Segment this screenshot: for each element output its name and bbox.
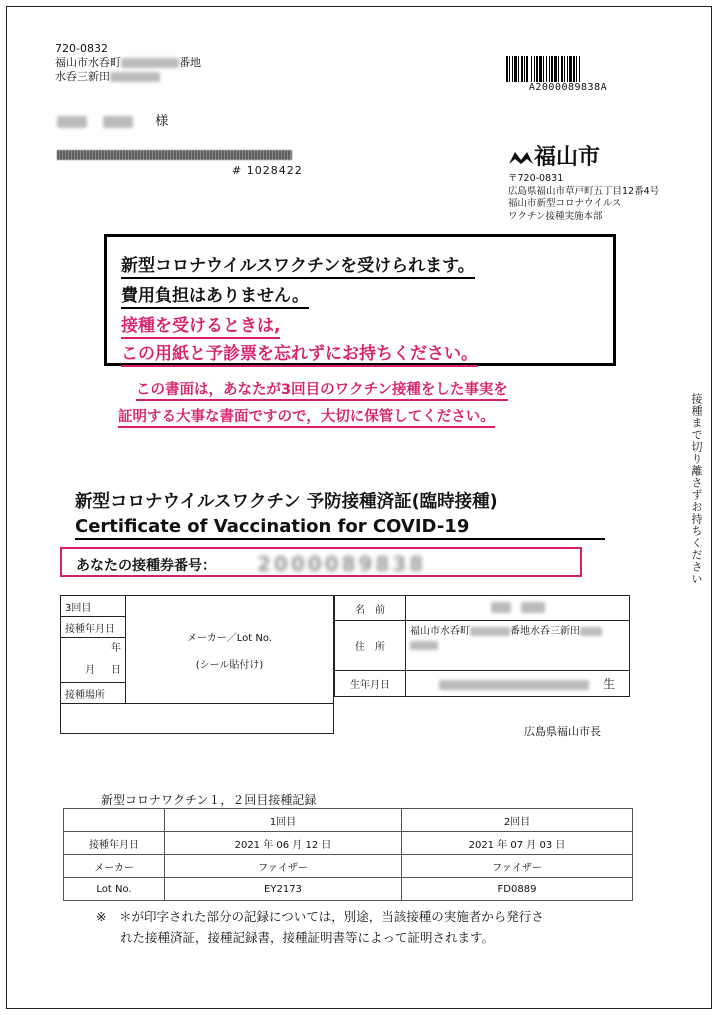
footnote-line-1: ※ ＊が印字された部分の記録については，別途，当該接種の実施者から発行さ — [96, 909, 544, 924]
notice-line-2: 費用負担はありません。 — [121, 286, 309, 309]
barcode-bar — [580, 56, 581, 82]
mailing-address — [55, 42, 201, 84]
dose-label: 3回目 — [61, 596, 126, 617]
address-field: 福山市水呑町 番地水呑三新田 — [406, 621, 630, 671]
sub-notice-1: この書面は，あなたが3回目のワクチン接種をした事実を — [136, 382, 508, 401]
dose-2-header: 2回目 — [402, 809, 633, 832]
side-note: 接種まで切り離さずお持ちください — [690, 393, 703, 585]
redacted-text — [121, 58, 179, 68]
dose-1-date: 2021 年 06 月 12 日 — [165, 832, 402, 855]
date-label: 接種年月日 — [61, 617, 126, 638]
name-field — [406, 596, 630, 621]
customer-barcode — [57, 150, 292, 160]
city-emblem-icon — [508, 149, 534, 165]
seal-area — [126, 596, 334, 704]
sub-notice-2: 証明する大事な書面ですので，大切に保管してください。 — [118, 409, 495, 428]
barcode-text: A2000089838A — [528, 82, 608, 93]
name-label: 名 前 — [335, 596, 406, 621]
certificate-title-jp: 新型コロナウイルスワクチン 予防接種済証(臨時接種) — [75, 492, 498, 512]
city-address: 〒720-0831 広島県福山市草戸町五丁目12番4号 福山市新型コロナウイルス ワクチン接種実施本部 — [508, 173, 660, 222]
recipient-name — [57, 110, 168, 129]
ticket-label: あなたの接種券番号： — [76, 558, 216, 574]
place-label: 接種場所 — [61, 683, 126, 704]
footnote-line-2: れた接種済証，接種記録書，接種証明書等によって証明されます。 — [120, 930, 495, 945]
certificate-title-en: Certificate of Vaccination for COVID-19 — [75, 516, 605, 540]
dose-1-maker: ファイザー — [165, 855, 402, 878]
barcode-bars — [506, 56, 630, 82]
notice-line-1: 新型コロナウイルスワクチンを受けられます。 — [121, 256, 475, 279]
city-logo: 福山市 — [508, 140, 600, 171]
reference-number: # 1028422 — [232, 164, 303, 177]
record-maker-label: メーカー — [64, 855, 165, 878]
notice-box — [104, 234, 616, 366]
record-date-label: 接種年月日 — [64, 832, 165, 855]
dose-2-date: 2021 年 07 月 03 日 — [402, 832, 633, 855]
redacted-text — [110, 72, 160, 82]
birth-field: 生 — [406, 671, 630, 697]
barcode — [506, 56, 630, 93]
footnote — [96, 906, 636, 948]
place-field — [61, 704, 334, 734]
dose-2-lot: FD0889 — [402, 878, 633, 901]
record-lot-label: Lot No. — [64, 878, 165, 901]
notice-line-3: 接種を受けるときは, — [121, 316, 280, 339]
dose-1-header: 1回目 — [165, 809, 402, 832]
ticket-number-box — [60, 547, 582, 577]
honorific: 様 — [155, 114, 169, 129]
mayor-signature: 広島県福山市長 — [524, 725, 601, 738]
address-line-1: 福山市水呑町 番地 — [55, 56, 201, 69]
date-fields: 年 月 日 — [61, 638, 126, 683]
third-dose-table — [60, 595, 334, 734]
postal-code: 720-0832 — [55, 42, 108, 55]
maker-lot-label: メーカー／Lot No. — [186, 632, 272, 644]
record-table — [63, 808, 633, 901]
record-title: 新型コロナワクチン１，２回目接種記録 — [101, 793, 317, 807]
notice-line-4: この用紙と予診票を忘れずにお持ちください。 — [121, 344, 478, 367]
person-info-table — [334, 595, 630, 697]
dose-2-maker: ファイザー — [402, 855, 633, 878]
address-label: 住 所 — [335, 621, 406, 671]
ticket-number: 2000089838 — [257, 552, 427, 576]
dose-1-lot: EY2173 — [165, 878, 402, 901]
birth-label: 生年月日 — [335, 671, 406, 697]
address-line-2: 水呑三新田 — [55, 70, 201, 84]
seal-label: (シール貼付け) — [195, 659, 264, 671]
